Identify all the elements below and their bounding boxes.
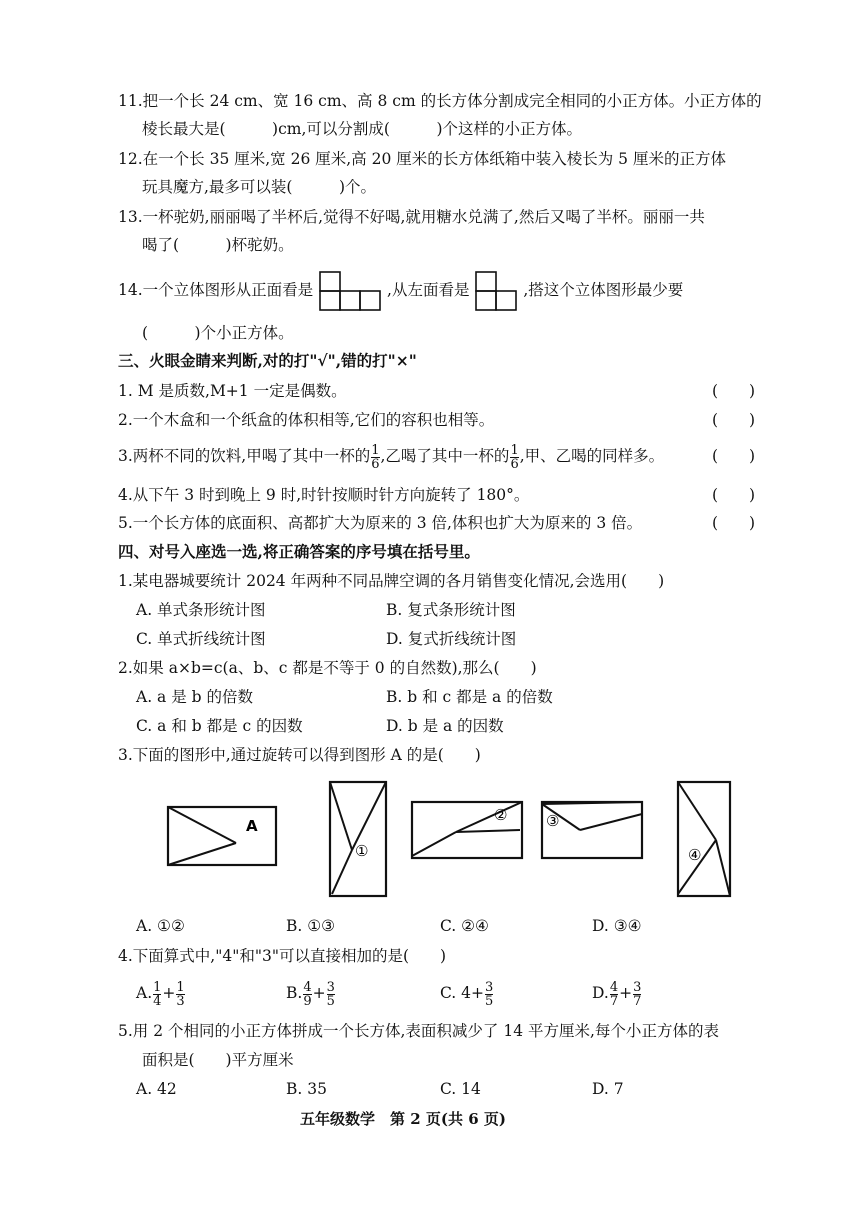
choice-q3-option-b[interactable]: B. ①③ (286, 917, 336, 935)
option-label: D. (592, 984, 609, 1002)
fraction (485, 981, 493, 1008)
choice-q4-option-d[interactable] (592, 978, 642, 1008)
q14-part3: ,搭这个立体图形最少要 (523, 281, 684, 299)
fraction (633, 981, 641, 1008)
numerator: 1 (153, 979, 162, 995)
choice-q2-option-d[interactable]: D. b 是 a 的因数 (386, 717, 504, 735)
judge-item-4: 4.从下午 3 时到晚上 9 时,时针按顺时针方向旋转了 180°。 (118, 486, 530, 504)
choice-q5-line2: 面积是( )平方厘米 (142, 1051, 294, 1069)
choice-q2-option-a[interactable]: A. a 是 b 的倍数 (136, 688, 253, 706)
choice-q5-option-b[interactable]: B. 35 (286, 1080, 327, 1098)
judge-item-1: 1. M 是质数,M+1 一定是偶数。 (118, 382, 347, 400)
choice-q4-option-a[interactable] (136, 978, 186, 1008)
q14-line1 (118, 270, 683, 312)
figure-label: ① (355, 842, 369, 860)
figure-label: ③ (546, 812, 560, 830)
choice-q3-option-c[interactable]: C. ②④ (440, 917, 489, 935)
answer-paren-2[interactable]: ( ) (712, 411, 756, 429)
denominator: 6 (371, 456, 380, 472)
figure-label: ② (494, 806, 508, 824)
section4-heading: 四、对号入座选一选,将正确答案的序号填在括号里。 (118, 542, 480, 561)
q14-part1: 14.一个立体图形从正面看是 (118, 281, 314, 299)
choice-q1-option-d[interactable]: D. 复式折线统计图 (386, 630, 517, 648)
choice-q4-stem: 4.下面算式中,"4"和"3"可以直接相加的是( ) (118, 947, 447, 965)
choice-q5-option-d[interactable]: D. 7 (592, 1080, 624, 1098)
choice-q1-option-b[interactable]: B. 复式条形统计图 (386, 601, 516, 619)
numerator: 4 (609, 979, 619, 995)
figure-4 (676, 780, 732, 898)
answer-paren-4[interactable]: ( ) (712, 486, 756, 504)
q14-part2: ,从左面看是 (387, 281, 470, 299)
page-footer: 五年级数学 第 2 页(共 6 页) (300, 1110, 506, 1128)
fraction (153, 981, 161, 1008)
figure-1 (328, 780, 388, 898)
left-view-icon (474, 270, 518, 312)
denominator: 5 (485, 993, 494, 1009)
q12-line2: 玩具魔方,最多可以装( )个。 (142, 178, 377, 196)
denominator: 6 (510, 456, 519, 472)
numerator: 1 (176, 979, 185, 995)
answer-paren-1[interactable]: ( ) (712, 382, 756, 400)
denominator: 4 (153, 993, 162, 1009)
figure-label: ④ (688, 846, 702, 864)
operator: + (619, 984, 633, 1002)
judge-item-3-text-c: ,甲、乙喝的同样多。 (519, 447, 665, 465)
denominator: 7 (609, 993, 619, 1009)
figure-a (166, 805, 278, 867)
fraction (176, 981, 184, 1008)
numerator: 4 (303, 979, 312, 995)
q13-line2: 喝了( )杯驼奶。 (142, 236, 294, 254)
option-label: A. (136, 984, 153, 1002)
numerator: 3 (633, 979, 642, 995)
figure-3 (540, 800, 644, 860)
choice-q4-option-c[interactable] (440, 978, 494, 1008)
option-label: C. 4+ (440, 984, 485, 1002)
fraction (371, 444, 379, 471)
choice-q5-option-c[interactable]: C. 14 (440, 1080, 481, 1098)
choice-q3-stem: 3.下面的图形中,通过旋转可以得到图形 A 的是( ) (118, 746, 481, 764)
fraction (610, 981, 618, 1008)
choice-q2-stem: 2.如果 a×b=c(a、b、c 都是不等于 0 的自然数),那么( ) (118, 659, 537, 677)
choice-q3-option-d[interactable]: D. ③④ (592, 917, 642, 935)
denominator: 3 (176, 993, 185, 1009)
numerator: 1 (510, 442, 519, 458)
choice-q3-option-a[interactable]: A. ①② (136, 917, 185, 935)
judge-item-3 (118, 441, 664, 471)
numerator: 3 (485, 979, 494, 995)
judge-item-5: 5.一个长方体的底面积、高都扩大为原来的 3 倍,体积也扩大为原来的 3 倍。 (118, 514, 643, 532)
q13-line1: 13.一杯驼奶,丽丽喝了半杯后,觉得不好喝,就用糖水兑满了,然后又喝了半杯。丽丽一共 (118, 208, 705, 226)
choice-q5-option-a[interactable]: A. 42 (136, 1080, 177, 1098)
choice-q1-stem: 1.某电器城要统计 2024 年两种不同品牌空调的各月销售变化情况,会选用( ) (118, 572, 665, 590)
fraction (327, 981, 335, 1008)
denominator: 5 (326, 993, 335, 1009)
choice-q1-option-c[interactable]: C. 单式折线统计图 (136, 630, 266, 648)
q14-line2: ( )个小正方体。 (142, 324, 294, 342)
figure-label: A (246, 817, 258, 835)
fraction (303, 981, 311, 1008)
option-label: B. (286, 984, 303, 1002)
choice-q5-line1: 5.用 2 个相同的小正方体拼成一个长方体,表面积减少了 14 平方厘米,每个小正方体的表 (118, 1022, 719, 1040)
q11-line2: 棱长最大是( )cm,可以分割成( )个这样的小正方体。 (142, 120, 582, 138)
denominator: 7 (633, 993, 642, 1009)
answer-paren-3[interactable]: ( ) (712, 447, 756, 465)
answer-paren-5[interactable]: ( ) (712, 514, 756, 532)
judge-item-3-text-a: 3.两杯不同的饮料,甲喝了其中一杯的 (118, 447, 371, 465)
denominator: 9 (303, 993, 312, 1009)
operator: + (162, 984, 176, 1002)
q11-line1: 11.把一个长 24 cm、宽 16 cm、高 8 cm 的长方体分割成完全相同的小正方体。小正方体的 (118, 92, 762, 110)
choice-q2-option-b[interactable]: B. b 和 c 都是 a 的倍数 (386, 688, 553, 706)
section3-heading: 三、火眼金睛来判断,对的打"√",错的打"×" (118, 351, 417, 370)
judge-item-2: 2.一个木盒和一个纸盒的体积相等,它们的容积也相等。 (118, 411, 495, 429)
choice-q4-option-b[interactable] (286, 978, 336, 1008)
fraction (510, 444, 518, 471)
numerator: 3 (326, 979, 335, 995)
front-view-icon (318, 270, 382, 312)
choice-q1-option-a[interactable]: A. 单式条形统计图 (136, 601, 266, 619)
judge-item-3-text-b: ,乙喝了其中一杯的 (380, 447, 510, 465)
figure-2 (410, 800, 524, 860)
operator: + (312, 984, 326, 1002)
numerator: 1 (371, 442, 380, 458)
choice-q2-option-c[interactable]: C. a 和 b 都是 c 的因数 (136, 717, 303, 735)
q12-line1: 12.在一个长 35 厘米,宽 26 厘米,高 20 厘米的长方体纸箱中装入棱长为 5 厘米的正方体 (118, 150, 726, 168)
